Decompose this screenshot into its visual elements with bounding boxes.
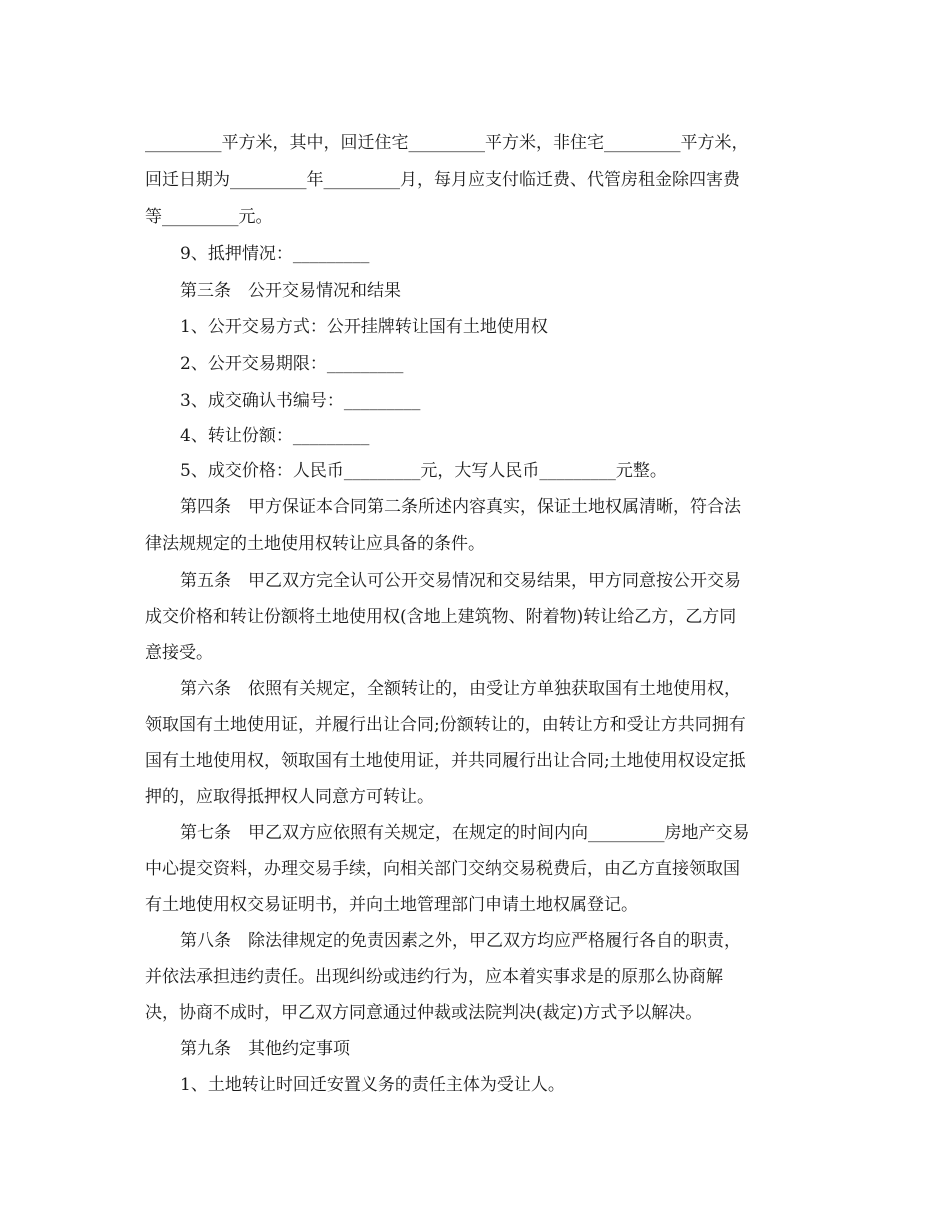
text-line: 5、成交价格：人民币_________元，大写人民币_________元整。	[180, 461, 667, 481]
text-line: 律法规规定的土地使用权转让应具备的条件。	[145, 534, 485, 554]
text-line: 等_________元。	[145, 207, 273, 227]
text-line: 成交价格和转让份额将土地使用权(含地上建筑物、附着物)转让给乙方，乙方同	[145, 607, 737, 627]
text-line: 中心提交资料，办理交易手续，向相关部门交纳交易税费后，由乙方直接领取国	[145, 859, 740, 879]
text-line: 并依法承担违约责任。出现纠纷或违约行为，应本着实事求是的原那么协商解	[145, 967, 723, 987]
text-line: 押的，应取得抵押权人同意方可转让。	[145, 787, 434, 807]
text-line: 9、抵押情况：_________	[180, 244, 370, 264]
text-line: 3、成交确认书编号：_________	[180, 391, 421, 411]
text-line: 2、公开交易期限：_________	[180, 354, 404, 374]
section-heading: 第三条 公开交易情况和结果	[180, 281, 401, 301]
text-line: 国有土地使用权，领取国有土地使用证，并共同履行出让合同;土地使用权设定抵	[145, 751, 746, 771]
text-line: 第七条 甲乙双方应依照有关规定，在规定的时间内向_________房地产交易	[180, 823, 750, 843]
section-heading: 第九条 其他约定事项	[180, 1039, 350, 1059]
text-line: 回迁日期为_________年_________月，每月应支付临迁费、代管房租金除四害费	[145, 170, 740, 190]
text-line: 第五条 甲乙双方完全认可公开交易情况和交易结果，甲方同意按公开交易	[180, 571, 741, 591]
text-line: 1、土地转让时回迁安置义务的责任主体为受让人。	[180, 1075, 565, 1095]
text-line: 第六条 依照有关规定，全额转让的，由受让方单独获取国有土地使用权，	[180, 679, 741, 699]
text-line: 第四条 甲方保证本合同第二条所述内容真实，保证土地权属清晰，符合法	[180, 497, 741, 517]
text-line: _________平方米，其中，回迁住宅_________平方米，非住宅_________平方米，	[145, 133, 749, 153]
text-line: 第八条 除法律规定的免责因素之外，甲乙双方均应严格履行各自的职责，	[180, 931, 741, 951]
text-line: 有土地使用权交易证明书，并向土地管理部门申请土地权属登记。	[145, 895, 638, 915]
text-line: 决，协商不成时，甲乙双方同意通过仲裁或法院判决(裁定)方式予以解决。	[145, 1003, 703, 1023]
text-line: 4、转让份额：_________	[180, 426, 370, 446]
text-line: 意接受。	[145, 643, 213, 663]
text-line: 1、公开交易方式：公开挂牌转让国有土地使用权	[180, 317, 548, 337]
text-line: 领取国有土地使用证，并履行出让合同;份额转让的，由转让方和受让方共同拥有	[145, 715, 746, 735]
